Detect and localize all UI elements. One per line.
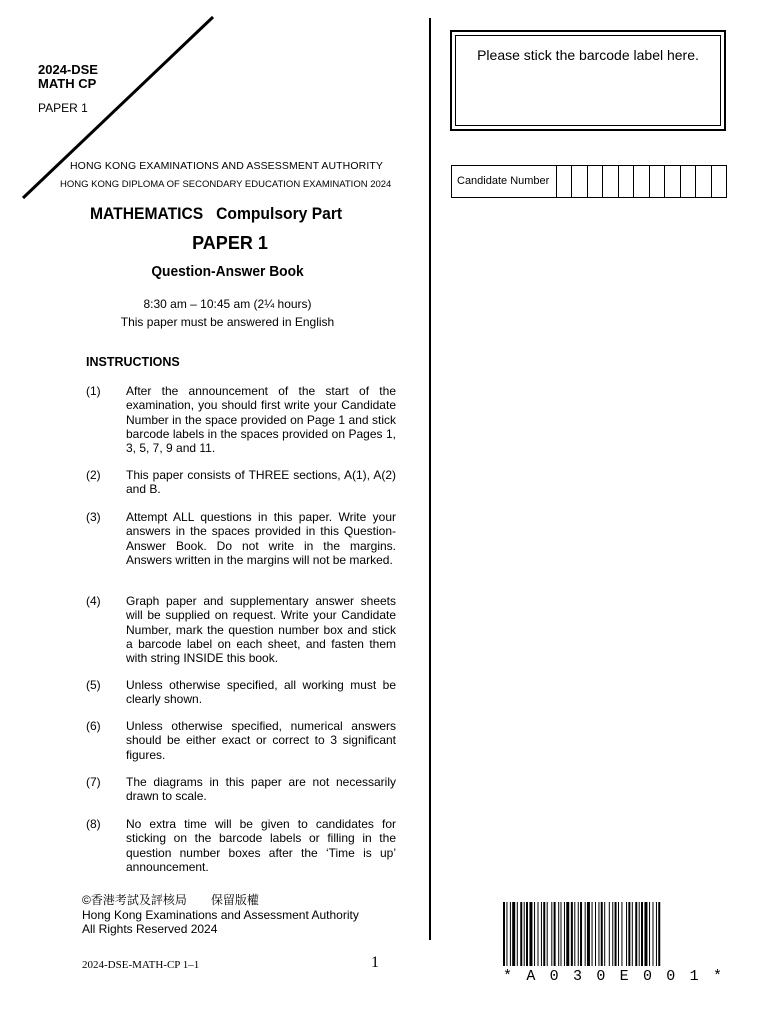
barcode-char: 0 xyxy=(549,968,559,985)
barcode-bar xyxy=(653,902,654,966)
instruction-text: No extra time will be given to candidates for sticking on the barcode labels or filling in the question number boxes after the ‘Time is up’ announcement. xyxy=(126,817,396,874)
instruction-item xyxy=(86,775,396,804)
candidate-digit-box[interactable] xyxy=(650,166,665,197)
barcode-bar xyxy=(524,902,525,966)
barcode-bar xyxy=(592,902,593,966)
barcode-bar xyxy=(578,902,579,966)
instructions-heading: INSTRUCTIONS xyxy=(86,355,180,369)
exam-time: 8:30 am – 10:45 am (2¼ hours) xyxy=(143,297,312,311)
subject-title xyxy=(90,204,342,224)
diploma-name: HONG KONG DIPLOMA OF SECONDARY EDUCATION EXAMINATION 2024 xyxy=(60,179,392,190)
barcode-bar xyxy=(604,902,605,966)
barcode-bar xyxy=(506,902,507,966)
subject-part: Compulsory Part xyxy=(216,204,343,223)
copyright-english: Hong Kong Examinations and Assessment Authority xyxy=(82,907,359,922)
barcode-bar xyxy=(656,902,657,966)
barcode-bar xyxy=(543,902,545,966)
copyright-year: All Rights Reserved 2024 xyxy=(82,922,218,936)
barcode-char: * xyxy=(712,968,722,985)
candidate-number-label: Candidate Number xyxy=(452,166,557,197)
barcode-bar xyxy=(561,902,562,966)
barcode-bar xyxy=(510,902,511,966)
candidate-number-field[interactable] xyxy=(451,165,727,198)
barcode-char: 0 xyxy=(642,968,652,985)
candidate-digit-box[interactable] xyxy=(665,166,680,197)
paper-code-line1: 2024-DSE xyxy=(38,62,98,77)
candidate-digit-box[interactable] xyxy=(619,166,634,197)
barcode-bar xyxy=(554,902,556,966)
barcode-char: 0 xyxy=(596,968,606,985)
instruction-text: Unless otherwise specified, all working must be clearly shown. xyxy=(126,678,396,707)
instruction-number: (2) xyxy=(86,468,101,482)
page-number: 1 xyxy=(371,954,379,971)
footer-code: 2024-DSE-MATH-CP 1–1 xyxy=(82,959,200,971)
instruction-item xyxy=(86,719,396,762)
instruction-item xyxy=(86,510,396,567)
barcode-bar xyxy=(558,902,559,966)
barcode-bar xyxy=(628,902,630,966)
barcode-bar xyxy=(639,902,640,966)
copyright-chinese: ©香港考試及評核局 保留版權 xyxy=(82,893,259,907)
paper-code-line2: MATH CP xyxy=(38,76,97,91)
paper-code-line3: PAPER 1 xyxy=(38,101,88,115)
barcode-human-readable xyxy=(503,968,722,985)
book-title: Question-Answer Book xyxy=(151,264,304,280)
barcode-bar xyxy=(529,902,532,966)
barcode-char: A xyxy=(526,968,536,985)
barcode-bar xyxy=(635,902,637,966)
barcode-bar xyxy=(526,902,528,966)
instruction-number: (1) xyxy=(86,384,101,398)
barcode-bar xyxy=(615,902,617,966)
instruction-text: After the announcement of the start of the examination, you should first write your Candidate Number in the space provided on Page 1 and stick barcode labels in the spaces provided on Pages 1, 3, 5, 7, 9 and 11. xyxy=(126,384,396,456)
candidate-digit-box[interactable] xyxy=(603,166,618,197)
barcode-char: 3 xyxy=(572,968,582,985)
authority-name: HONG KONG EXAMINATIONS AND ASSESSMENT AUTHORITY xyxy=(70,160,383,172)
candidate-digit-box[interactable] xyxy=(557,166,572,197)
barcode-bar xyxy=(585,902,586,966)
barcode-bar xyxy=(512,902,515,966)
barcode-bar xyxy=(551,902,552,966)
barcode-bar xyxy=(609,902,610,966)
copyright-block xyxy=(82,893,359,937)
barcode-char: 1 xyxy=(689,968,699,985)
barcode-image xyxy=(503,902,722,966)
instruction-number: (3) xyxy=(86,510,101,524)
barcode-bar xyxy=(641,902,643,966)
barcode-bar xyxy=(534,902,535,966)
candidate-digit-box[interactable] xyxy=(712,166,726,197)
candidate-digit-box[interactable] xyxy=(696,166,711,197)
instruction-item xyxy=(86,678,396,707)
paper-title: PAPER 1 xyxy=(192,233,268,253)
barcode-bar xyxy=(503,902,505,966)
barcode-char: E xyxy=(619,968,629,985)
column-divider xyxy=(429,18,431,940)
barcode-bar xyxy=(612,902,613,966)
instruction-text: This paper consists of THREE sections, A(1), A(2) and B. xyxy=(126,468,396,497)
instruction-number: (4) xyxy=(86,594,101,608)
barcode-bar xyxy=(601,902,603,966)
instruction-number: (7) xyxy=(86,775,101,789)
instruction-text: The diagrams in this paper are not necessarily drawn to scale. xyxy=(126,775,396,804)
barcode-char: * xyxy=(503,968,513,985)
candidate-digit-box[interactable] xyxy=(572,166,587,197)
instruction-item xyxy=(86,817,396,874)
barcode-bar xyxy=(520,902,522,966)
subject-name: MATHEMATICS xyxy=(90,204,204,223)
barcode-label-box[interactable] xyxy=(450,30,726,131)
barcode-bar xyxy=(587,902,590,966)
instruction-item xyxy=(86,384,396,455)
barcode-bar xyxy=(649,902,650,966)
instruction-item xyxy=(86,468,396,497)
candidate-digit-box[interactable] xyxy=(681,166,696,197)
barcode-bar xyxy=(566,902,569,966)
instruction-number: (6) xyxy=(86,719,101,733)
barcode-bar xyxy=(564,902,565,966)
instruction-text: Attempt ALL questions in this paper. Write your answers in the spaces provided in this Question-Answer Book. Do not write in the margins. Answers written in the margins will not be marked. xyxy=(126,510,396,567)
barcode-bar xyxy=(626,902,627,966)
barcode-bar xyxy=(574,902,575,966)
barcode-bar xyxy=(644,902,647,966)
instruction-text: Unless otherwise specified, numerical answers should be either exact or correct to 3 significant figures. xyxy=(126,719,396,762)
candidate-digit-box[interactable] xyxy=(588,166,603,197)
barcode-bar xyxy=(571,902,573,966)
barcode-bar xyxy=(598,902,599,966)
barcode-bar xyxy=(595,902,596,966)
barcode-label-instruction: Please stick the barcode label here. xyxy=(477,47,699,63)
language-note: This paper must be answered in English xyxy=(120,315,335,329)
barcode-bar xyxy=(632,902,633,966)
barcode-bar xyxy=(547,902,548,966)
barcode-bar xyxy=(621,902,622,966)
barcode-bar xyxy=(580,902,582,966)
barcode-bar xyxy=(541,902,542,966)
instruction-item xyxy=(86,594,396,665)
barcode-bar xyxy=(618,902,619,966)
barcode-bar xyxy=(538,902,539,966)
barcode-char: 0 xyxy=(666,968,676,985)
instruction-number: (8) xyxy=(86,817,101,831)
candidate-digit-box[interactable] xyxy=(634,166,649,197)
barcode-bar xyxy=(658,902,660,966)
instruction-text: Graph paper and supplementary answer sheets will be supplied on request. Write your Candidate Number, mark the question number box and stick a barcode label on each sheet, and fasten them with string INSIDE this book. xyxy=(126,594,396,666)
instruction-number: (5) xyxy=(86,678,101,692)
barcode-bar xyxy=(517,902,518,966)
